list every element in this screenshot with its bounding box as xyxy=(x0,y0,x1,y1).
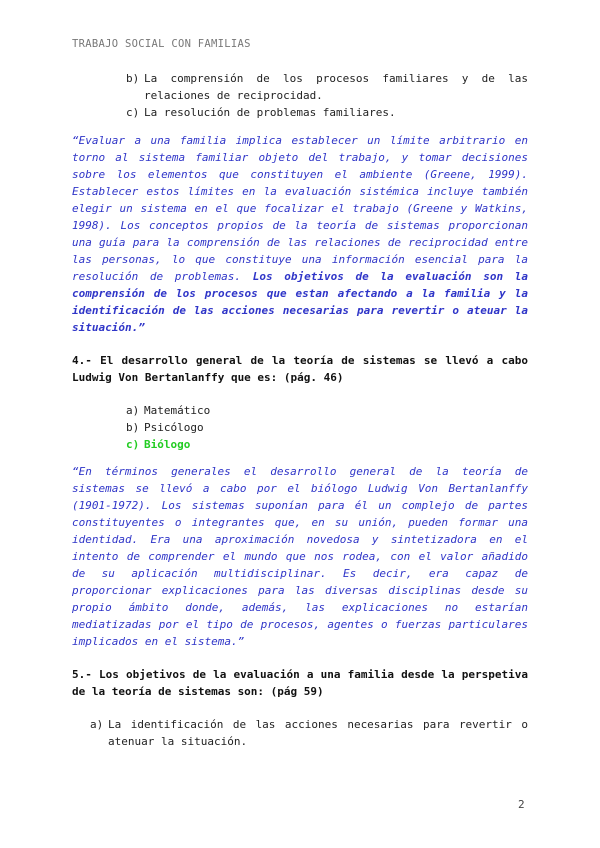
option-text: La resolución de problemas familiares. xyxy=(144,106,396,119)
page-content xyxy=(72,70,528,750)
page-header: TRABAJO SOCIAL CON FAMILIAS xyxy=(72,38,251,50)
options-list-q4 xyxy=(126,402,528,453)
option-a xyxy=(126,402,528,419)
quote-bertanlanffy: “En términos generales el desarrollo general de la teoría de sistemas se llevó a cabo por el biólogo Ludwig Von Bertanlanffy (1901-1972). Los sistemas suponían para él un complejo de partes constituyentes o integrantes que, en su unión, pueden formar una identidad. Era una aproximación novedosa y sintetizadora en el intento de comprender el mundo que nos rodea, con el valor añadido de su aplicación multidisciplinar. Es decir, era capaz de proporcionar explicaciones para las diversas disciplinas desde su propio ámbito donde, además, las explicaciones no estarían mediatizadas por el tipo de procesos, agentes o fuerzas particulares implicados en el sistema.” xyxy=(72,465,528,648)
option-label: a) xyxy=(90,718,104,731)
question-5: 5.- Los objetivos de la evaluación a una familia desde la perspetiva de la teoría de sistemas son: (pág 59) xyxy=(72,668,528,698)
option-label: b) xyxy=(126,72,140,85)
option-text: La identificación de las acciones necesarias para revertir o atenuar la situación. xyxy=(108,718,528,748)
option-a xyxy=(90,716,528,750)
option-text: Psicólogo xyxy=(144,421,204,434)
option-text: Biólogo xyxy=(144,438,191,451)
option-label: c) xyxy=(126,438,140,451)
option-label: c) xyxy=(126,106,140,119)
quote-bold-text: Los objetivos de la evaluación son la comprensión de los procesos que estan afectando a la familia y la identificación de las acciones necesarias para revertir o ateuar la situación.” xyxy=(72,270,528,334)
option-label: a) xyxy=(126,404,140,417)
options-list-q5 xyxy=(90,716,528,750)
question-4: 4.- El desarrollo general de la teoría de sistemas se llevó a cabo Ludwig Von Bertanlanffy que es: (pág. 46) xyxy=(72,354,528,384)
option-b xyxy=(126,70,528,104)
option-b xyxy=(126,419,528,436)
quote-evaluation xyxy=(72,132,528,336)
option-text: La comprensión de los procesos familiares y de las relaciones de reciprocidad. xyxy=(144,72,528,102)
options-list-previous xyxy=(126,70,528,121)
page-number: 2 xyxy=(518,798,525,811)
quote-italic-text: “Evaluar a una familia implica establecer un límite arbitrario en torno al sistema familiar objeto del trabajo, y tomar decisiones sobre los elementos que constituyen el ambiente (Greene, 1999). Establecer estos límites en la evaluación sistémica incluye también elegir un sistema en el que focalizar el trabajo (Greene y Watkins, 1998). Los conceptos propios de la teoría de sistemas proporcionan una guía para la comprensión de las relaciones de reciprocidad entre las personas, lo que constituye una información esencial para la resolución de problemas. xyxy=(72,134,528,283)
option-c xyxy=(126,104,528,121)
option-label: b) xyxy=(126,421,140,434)
option-text: Matemático xyxy=(144,404,211,417)
option-c-correct xyxy=(126,436,528,453)
